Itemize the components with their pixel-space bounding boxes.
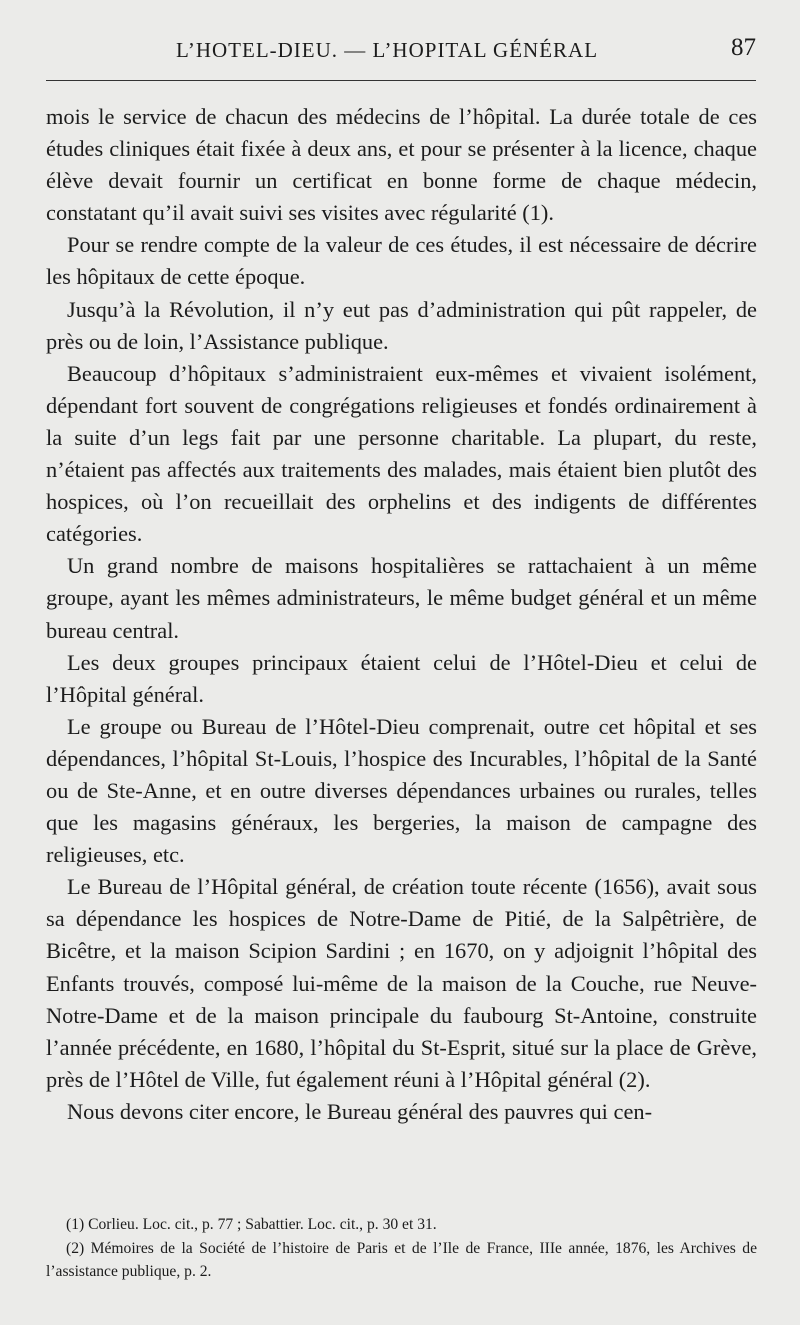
paragraph: Nous devons citer encore, le Bureau général des pauvres qui cen-	[67, 1098, 653, 1124]
paragraph: Les deux groupes principaux étaient celui de l’Hôtel-Dieu et celui de l’Hôpital général.	[46, 649, 757, 707]
running-title: L’HOTEL-DIEU. — L’HOPITAL GÉNÉRAL	[175, 38, 599, 62]
page-number: 87	[731, 34, 756, 61]
paragraph: Le groupe ou Bureau de l’Hôtel-Dieu comprenait, outre cet hôpital et ses dépendances, l’hôpital St-Louis, l’hospice des Incurables, l’hôpital de la Santé ou de Ste-Anne, et en outre diverses dépendances urbaines ou rurales, telles que les magasins généraux, les bergeries, la maison de campagne des religieuses, etc.	[46, 713, 757, 868]
paragraph: mois le service de chacun des médecins de l’hôpital. La durée totale de ces études cliniques était fixée à deux ans, et pour se présenter à la licence, chaque élève devait fournir un certificat en bonne forme de chaque médecin, constatant qu’il avait suivi ses visites avec régularité (1).	[46, 104, 757, 226]
paragraph: Un grand nombre de maisons hospitalières se rattachaient à un même groupe, ayant les mêmes administrateurs, le même budget général et un même bureau central.	[46, 553, 757, 643]
footnotes	[46, 1213, 757, 1284]
paragraph: Pour se rendre compte de la valeur de ces études, il est nécessaire de décrire les hôpitaux de cette époque.	[46, 232, 757, 290]
paragraph: Le Bureau de l’Hôpital général, de création toute récente (1656), avait sous sa dépendance les hospices de Notre-Dame de Pitié, de la Salpêtrière, de Bicêtre, et la maison Scipion Sardini ; en 1670, on y adjoignit l’hôpital des Enfants trouvés, composé lui-même de la maison de la Couche, rue Neuve-Notre-Dame et de la maison principale du faubourg St-Antoine, construite l’année précédente, en 1680, l’hôpital du St-Esprit, situé sur la place de Grève, près de l’Hôtel de Ville, fut également réuni à l’Hôpital général (2).	[46, 874, 757, 1092]
header-rule	[46, 80, 756, 81]
running-head	[46, 34, 758, 68]
paragraph: Jusqu’à la Révolution, il n’y eut pas d’administration qui pût rappeler, de près ou de loin, l’Assistance publique.	[46, 296, 757, 354]
footnote: (2) Mémoires de la Société de l’histoire de Paris et de l’Ile de France, IIIe année, 1876, les Archives de l’assistance publique, p. 2.	[46, 1239, 757, 1280]
paragraph: Beaucoup d’hôpitaux s’administraient eux-mêmes et vivaient isolément, dépendant fort souvent de congrégations religieuses et fondés ordinairement à la suite d’un legs fait par une personne charitable. La plupart, du reste, n’étaient pas affectés aux traitements des malades, mais étaient bien plutôt des hospices, où l’on recueillait des orphelins et des indigents de différentes catégories.	[46, 360, 757, 547]
body-text	[46, 101, 757, 1128]
footnote: (1) Corlieu. Loc. cit., p. 77 ; Sabattier. Loc. cit., p. 30 et 31.	[66, 1216, 437, 1233]
